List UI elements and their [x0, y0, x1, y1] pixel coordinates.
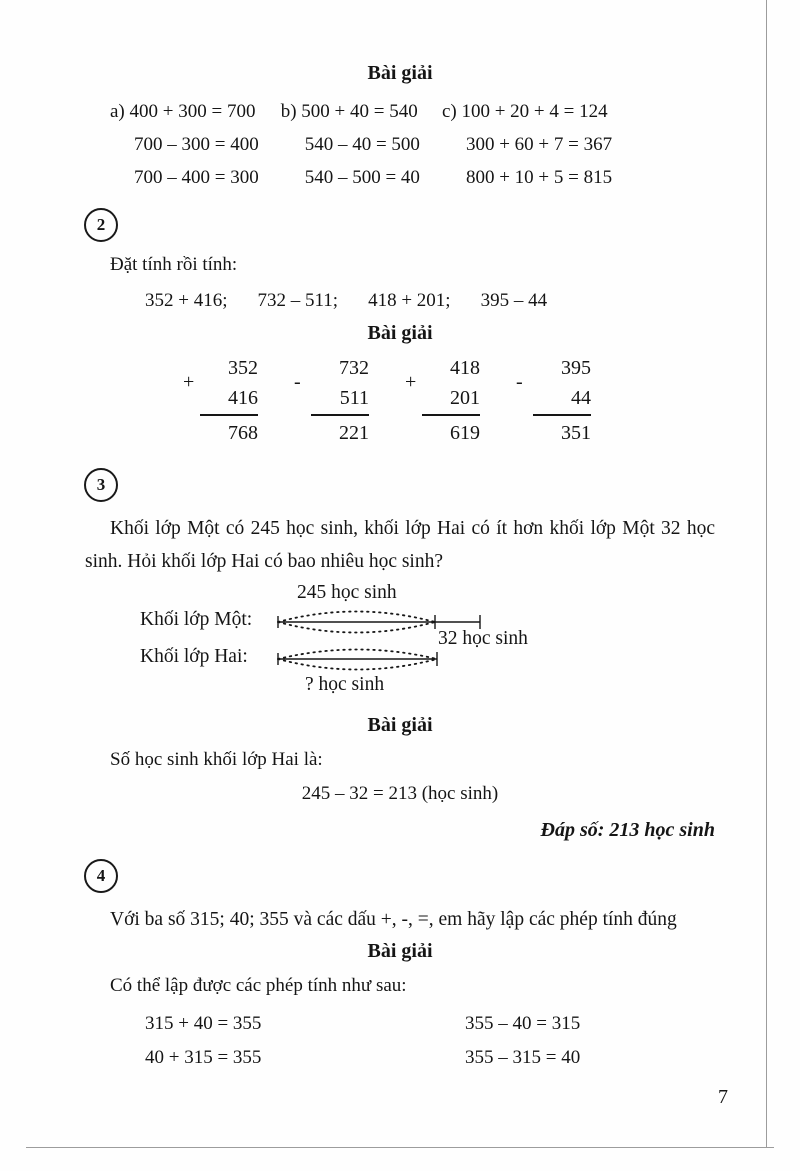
equation: 700 – 400 = 300: [134, 167, 259, 188]
operator-sign: +: [405, 371, 417, 393]
solution-column-b: [281, 95, 420, 194]
diagram-lines: [0, 582, 800, 704]
problem3-solution-equation: 245 – 32 = 213 (học sinh): [301, 783, 499, 804]
equation: 40 + 315 = 355: [145, 1047, 262, 1068]
operator-sign: -: [294, 371, 301, 393]
diagram-label-245: 245 học sinh: [297, 582, 397, 603]
equation: 355 – 40 = 315: [465, 1013, 581, 1034]
expression: 418 + 201;: [368, 290, 451, 311]
solution-heading-problem3: Bài giải: [367, 714, 433, 736]
equation: 540 – 500 = 40: [304, 167, 420, 188]
page-border-bottom: [26, 1147, 774, 1148]
calc-result: 619: [450, 422, 480, 444]
solution-heading-problem2: Bài giải: [367, 322, 433, 344]
diagram-label-question: ? học sinh: [305, 674, 385, 695]
calc-result: 351: [561, 422, 591, 444]
equation: b) 500 + 40 = 540: [280, 101, 418, 122]
problem4-marker-row: [84, 859, 800, 893]
problem3-marker-row: [84, 468, 800, 502]
vertical-calc-2: [294, 353, 369, 448]
equation: 355 – 315 = 40: [465, 1047, 581, 1068]
problem2-marker-row: [84, 208, 800, 242]
expression: 395 – 44: [480, 290, 548, 311]
dotted-brace-top: [278, 650, 437, 660]
problem3-statement: Khối lớp Một có 245 học sinh, khối lớp Hai có ít hơn khối lớp Một 32 học sinh. Hỏi khối lớp Hai có bao nhiêu học sinh?: [85, 518, 715, 572]
operand-bottom: 44: [533, 383, 591, 416]
solution-heading-problem1: Bài giải: [367, 62, 433, 84]
expression: 732 – 511;: [257, 290, 339, 311]
equation: 315 + 40 = 355: [145, 1013, 262, 1034]
vertical-calc-3: [405, 353, 480, 448]
diagram-label-32: 32 học sinh: [438, 628, 528, 649]
dotted-brace-top: [278, 612, 435, 623]
dotted-brace-bottom: [278, 622, 435, 633]
equation: 540 – 40 = 500: [304, 134, 420, 155]
diagram-label-khoi-hai: Khối lớp Hai:: [140, 646, 248, 667]
expression: 352 + 416;: [145, 290, 228, 311]
problem2-expressions: [145, 286, 800, 316]
operand-top: 732: [339, 357, 369, 379]
problem-number-badge-3: 3: [84, 468, 118, 502]
solution-heading-problem4: Bài giải: [367, 940, 433, 962]
page-number: 7: [718, 1086, 728, 1108]
operand-top: 352: [228, 357, 258, 379]
problem4-statement: Với ba số 315; 40; 355 và các dấu +, -, =, em hãy lập các phép tính đúng: [110, 909, 677, 930]
vertical-calc-1: [183, 353, 258, 448]
solution-column-right: [465, 1007, 580, 1075]
problem2-vertical-calculations: [183, 353, 800, 448]
problem3-solution-intro: Số học sinh khối lớp Hai là:: [110, 749, 323, 770]
equation: 300 + 60 + 7 = 367: [465, 134, 613, 155]
page-border-right: [766, 0, 767, 1148]
operand-bottom: 416: [200, 383, 258, 416]
operator-sign: +: [183, 371, 195, 393]
problem-number-badge-4: 4: [84, 859, 118, 893]
problem4-solution-columns: [145, 1007, 800, 1075]
solution-column-a: [110, 95, 259, 194]
problem1-solution-columns: [110, 95, 800, 194]
calc-result: 221: [339, 422, 369, 444]
problem-number-badge-2: 2: [84, 208, 118, 242]
equation: 800 + 10 + 5 = 815: [465, 167, 613, 188]
problem3-final-answer: Đáp số: 213 học sinh: [540, 819, 715, 841]
solution-column-left: [145, 1007, 465, 1075]
operand-top: 395: [561, 357, 591, 379]
operand-top: 418: [450, 357, 480, 379]
diagram-label-khoi-mot: Khối lớp Một:: [140, 609, 253, 630]
problem3-bar-diagram: [0, 582, 800, 704]
equation: a) 400 + 300 = 700: [110, 101, 256, 122]
operand-bottom: 201: [422, 383, 480, 416]
problem4-solution-intro: Có thể lập được các phép tính như sau:: [110, 975, 407, 996]
equation: 700 – 300 = 400: [134, 134, 259, 155]
equation: c) 100 + 20 + 4 = 124: [441, 101, 608, 122]
operator-sign: -: [516, 371, 523, 393]
solution-column-c: [442, 95, 612, 194]
problem2-prompt: Đặt tính rồi tính:: [110, 254, 238, 275]
vertical-calc-4: [516, 353, 591, 448]
dotted-brace-bottom: [278, 659, 437, 670]
operand-bottom: 511: [311, 383, 369, 416]
calc-result: 768: [228, 422, 258, 444]
